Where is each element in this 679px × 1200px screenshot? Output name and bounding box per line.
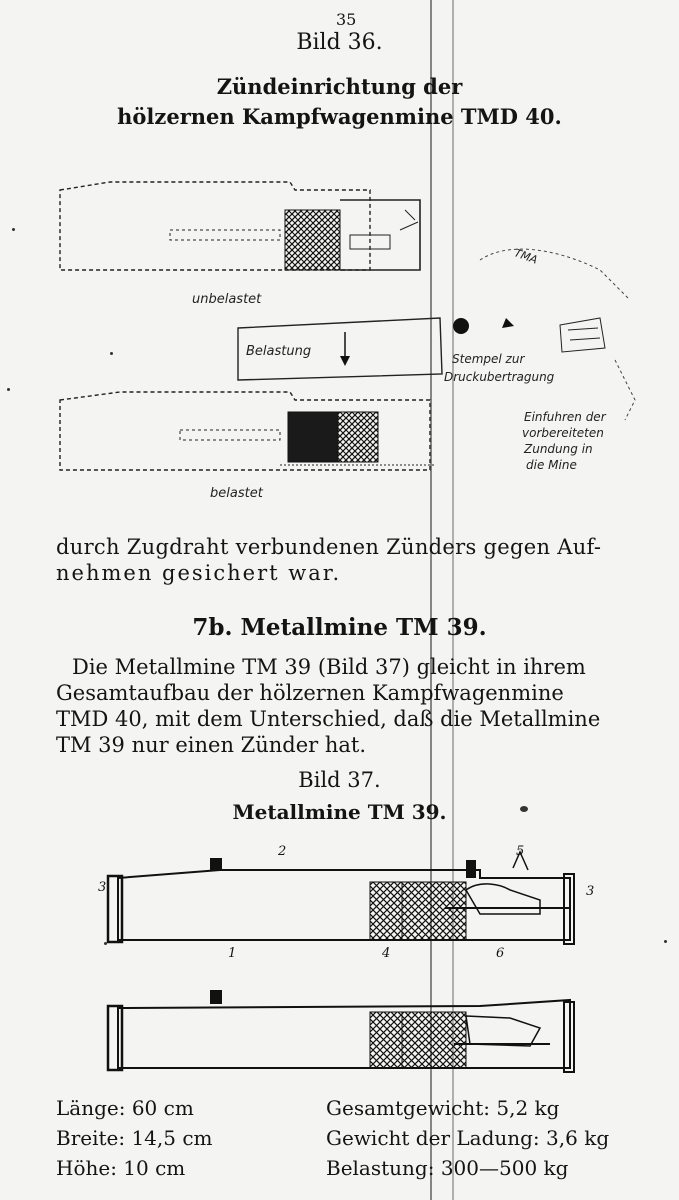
label-tma: TMA — [512, 246, 540, 267]
body-text-line2: nehmen gesichert war. — [56, 561, 342, 585]
loaded-mine-drawing — [60, 392, 435, 470]
spec-laenge: Länge: 60 cm — [56, 1096, 194, 1120]
label-stempel-line1: Stempel zur — [452, 352, 525, 366]
label-belastet: belastet — [210, 486, 263, 501]
mine-side-view-upper — [108, 852, 574, 944]
callout-5: 5 — [516, 844, 525, 859]
figure-36-title-line2: hölzernen Kampfwagenmine TMD 40. — [117, 104, 562, 129]
callout-3-left: 3 — [98, 880, 107, 895]
scan-speck — [104, 942, 107, 945]
callout-1: 1 — [228, 946, 237, 961]
label-einfuhren-line2: vorbereiteten — [522, 426, 604, 440]
scan-speck — [12, 228, 15, 231]
spec-belastung: Belastung: 300—500 kg — [326, 1156, 569, 1180]
section-heading: 7b. Metallmine TM 39. — [192, 614, 487, 641]
figure-36-title-line1: Zündeinrichtung der — [216, 74, 463, 99]
label-einfuhren-line3: Zundung in — [524, 442, 593, 456]
figure-37-title: Metallmine TM 39. — [232, 800, 447, 824]
callout-2: 2 — [278, 844, 287, 859]
figure-37-drawing — [100, 840, 590, 1080]
load-arrow-head — [340, 356, 350, 366]
label-stempel-line2: Druckubertragung — [444, 370, 555, 384]
figure-37-caption: Bild 37. — [298, 768, 381, 792]
section-paragraph-line1: Die Metallmine TM 39 (Bild 37) gleicht in ihrem — [72, 655, 586, 679]
unloaded-mine-drawing — [60, 182, 420, 270]
spec-ladung: Gewicht der Ladung: 3,6 kg — [326, 1126, 610, 1150]
label-einfuhren-line1: Einfuhren der — [524, 410, 606, 424]
label-unbelastet: unbelastet — [192, 292, 262, 307]
callout-3-right: 3 — [586, 884, 595, 899]
section-paragraph-line2: Gesamtaufbau der hölzernen Kampfwagenmine — [56, 681, 564, 705]
spec-breite: Breite: 14,5 cm — [56, 1126, 213, 1150]
body-text-line1: durch Zugdraht verbundenen Zünders gegen Auf- — [56, 535, 602, 559]
scan-speck — [664, 940, 667, 943]
callout-4: 4 — [382, 946, 391, 961]
scan-speck — [7, 388, 10, 391]
label-einfuhren-line4: die Mine — [526, 458, 577, 472]
section-paragraph-line3: TMD 40, mit dem Unterschied, daß die Metallmine — [56, 707, 601, 731]
label-belastung: Belastung — [246, 344, 312, 359]
spec-gesamtgewicht: Gesamtgewicht: 5,2 kg — [326, 1096, 560, 1120]
figure-36-caption: Bild 36. — [296, 30, 383, 55]
mine-side-view-lower — [108, 990, 574, 1072]
callout-6: 6 — [496, 946, 505, 961]
fuze-insertion-sketch — [453, 249, 635, 420]
spec-hoehe: Höhe: 10 cm — [56, 1156, 186, 1180]
scan-speck — [520, 806, 528, 812]
scan-speck — [110, 352, 113, 355]
page-number: 35 — [336, 10, 357, 29]
section-paragraph-line4: TM 39 nur einen Zünder hat. — [56, 733, 367, 757]
